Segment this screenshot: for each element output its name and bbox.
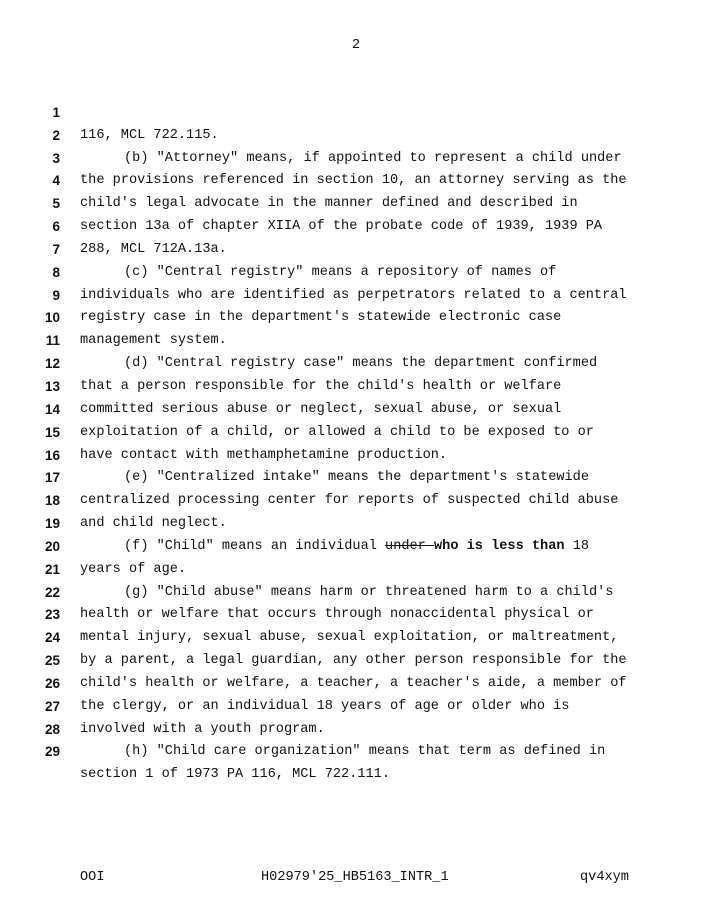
line-text: mental injury, sexual abuse, sexual exploitation, or maltreatment,	[80, 630, 619, 646]
line-text-plain: 18	[564, 538, 590, 554]
line-number: 23	[44, 607, 60, 623]
page-number: 2	[351, 38, 361, 53]
line-text: exploitation of a child, or allowed a child to be exposed to or	[80, 424, 594, 440]
line-number: 20	[44, 538, 60, 554]
line-number: 29	[44, 744, 60, 760]
line-number: 18	[44, 493, 60, 509]
line-number: 21	[44, 561, 60, 577]
line-text: and child neglect.	[80, 516, 227, 532]
document-line	[0, 79, 712, 143]
line-number: 2	[52, 127, 60, 143]
line-number: 16	[44, 447, 60, 463]
line-number: 5	[52, 196, 60, 212]
inserted-text: who is less than	[434, 538, 565, 554]
line-number: 27	[44, 698, 60, 714]
line-text: (g) "Child abuse" means harm or threatened harm to a child's	[124, 584, 614, 600]
footer-version-code: qv4xym	[580, 870, 629, 885]
footer-drafter-code: OOI	[80, 870, 105, 885]
line-number: 13	[44, 378, 60, 394]
line-number: 10	[44, 310, 60, 326]
line-number: 4	[52, 173, 60, 189]
line-text: section 13a of chapter XIIA of the probate code of 1939, 1939 PA	[80, 219, 603, 235]
line-number: 3	[52, 150, 60, 166]
line-text: management system.	[80, 333, 227, 349]
line-number: 22	[44, 584, 60, 600]
line-number: 11	[45, 333, 60, 349]
line-text: have contact with methamphetamine production.	[80, 447, 448, 463]
document-body	[0, 79, 712, 783]
line-text: (h) "Child care organization" means that term as defined in	[124, 744, 606, 760]
struck-text: under	[385, 538, 434, 554]
line-text: (c) "Central registry" means a repository of names of	[124, 264, 557, 280]
line-number: 7	[52, 241, 60, 257]
line-text: centralized processing center for reports of suspected child abuse	[80, 493, 619, 509]
line-number: 25	[44, 653, 60, 669]
line-text: individuals who are identified as perpetrators related to a central	[80, 287, 627, 303]
line-text-plain: (f) "Child" means an individual	[124, 538, 386, 554]
line-text: 288, MCL 712A.13a.	[80, 241, 227, 257]
line-text: that a person responsible for the child's health or welfare	[80, 378, 562, 394]
line-number: 12	[44, 356, 60, 372]
line-text: (e) "Centralized intake" means the department's statewide	[124, 470, 589, 486]
line-number: 1	[52, 104, 60, 120]
line-text: the provisions referenced in section 10, an attorney serving as the	[80, 173, 627, 189]
line-number: 9	[52, 287, 60, 303]
line-text: involved with a youth program.	[80, 721, 325, 737]
line-number: 17	[44, 470, 60, 486]
line-number: 28	[44, 721, 60, 737]
line-number: 14	[44, 401, 60, 417]
line-text: the clergy, or an individual 18 years of age or older who is	[80, 698, 570, 714]
line-number: 19	[44, 516, 60, 532]
line-text: section 1 of 1973 PA 116, MCL 722.111.	[80, 767, 390, 783]
line-text: health or welfare that occurs through nonaccidental physical or	[80, 607, 594, 623]
line-number: 26	[44, 675, 60, 691]
line-number: 24	[44, 630, 60, 646]
line-number: 6	[52, 219, 60, 235]
line-text: 116, MCL 722.115.	[80, 127, 219, 143]
line-text: (d) "Central registry case" means the department confirmed	[124, 356, 598, 372]
footer-document-id: H02979'25_HB5163_INTR_1	[261, 870, 449, 885]
line-text: child's legal advocate in the manner defined and described in	[80, 196, 578, 212]
line-text: child's health or welfare, a teacher, a teacher's aide, a member of	[80, 675, 627, 691]
line-number: 8	[52, 264, 60, 280]
line-text: (b) "Attorney" means, if appointed to represent a child under	[124, 150, 622, 166]
line-text: committed serious abuse or neglect, sexual abuse, or sexual	[80, 401, 562, 417]
line-text: registry case in the department's statewide electronic case	[80, 310, 562, 326]
line-text: years of age.	[80, 561, 187, 577]
line-text: by a parent, a legal guardian, any other person responsible for the	[80, 653, 627, 669]
line-number: 15	[44, 424, 60, 440]
